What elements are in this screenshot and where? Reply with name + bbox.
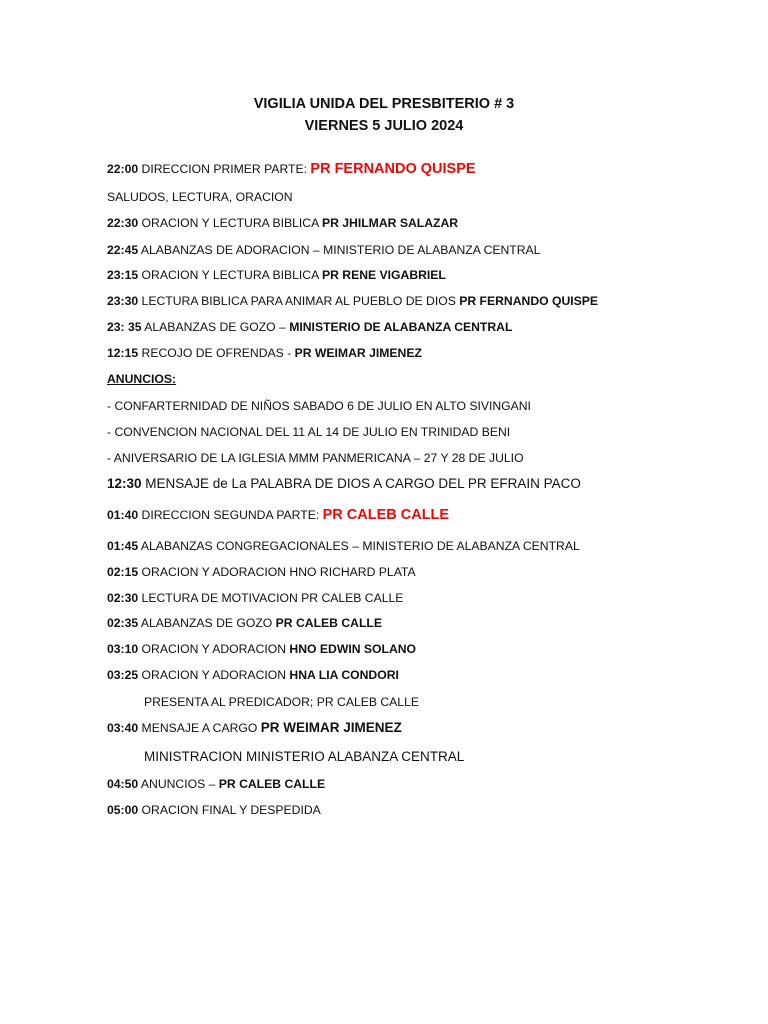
schedule-line [107,776,325,792]
activity: ORACION Y LECTURA BIBLICA [138,216,322,230]
schedule-line [107,538,580,554]
leader-highlight: PR CALEB CALLE [322,507,450,523]
time: 23:15 [107,268,139,282]
leader: PR CALEB CALLE [218,777,326,791]
time: 01:40 [107,508,139,522]
time: 03:25 [107,668,139,682]
schedule-line [107,215,458,231]
time: 12:30 [107,476,142,491]
time: 23: 35 [107,320,142,334]
leader: PR WEIMAR JIMENEZ [294,346,422,360]
activity: DIRECCION PRIMER PARTE: [138,162,311,176]
announcement-item [107,450,524,466]
leader: PR CALEB CALLE [275,616,382,630]
activity: ALABANZAS CONGREGACIONALES – MINISTERIO DE ALABANZA CENTRAL [138,539,580,553]
document-title-line1: VIGILIA UNIDA DEL PRESBITERIO # 3 [253,96,515,112]
schedule-line [107,242,540,258]
activity: SALUDOS, LECTURA, ORACION [107,190,293,204]
leader: HNO EDWIN SOLANO [289,642,417,656]
announcements-label: ANUNCIOS: [107,372,177,386]
activity: MENSAJE de La PALABRA DE DIOS A CARGO DEL PR EFRAIN PACO [141,476,581,491]
time: 03:10 [107,642,139,656]
time: 02:35 [107,616,139,630]
announcement-text: - ANIVERSARIO DE LA IGLESIA MMM PANMERICANA – 27 Y 28 DE JULIO [107,451,524,465]
activity: PRESENTA AL PREDICADOR; PR CALEB CALLE [144,695,419,709]
schedule-line [107,720,402,736]
time: 23:30 [107,294,139,308]
leader: HNA LIA CONDORI [289,668,399,682]
activity: ALABANZAS DE ADORACION – MINISTERIO DE ALABANZA CENTRAL [138,243,541,257]
activity: ANUNCIOS – [138,777,219,791]
announcement-item [107,398,531,414]
schedule-line [107,507,449,523]
time: 22:30 [107,216,139,230]
leader: MINISTERIO DE ALABANZA CENTRAL [289,320,513,334]
document-title-line2: VIERNES 5 JULIO 2024 [304,118,464,134]
time: 04:50 [107,777,139,791]
time: 12:15 [107,346,139,360]
activity: ORACION Y ADORACION [138,642,290,656]
activity: ORACION FINAL Y DESPEDIDA [138,803,321,817]
activity: RECOJO DE OFRENDAS - [138,346,295,360]
activity: ALABANZAS DE GOZO – [141,320,290,334]
activity: ALABANZAS DE GOZO [138,616,276,630]
announcements-heading [107,371,176,387]
announcement-text: - CONVENCION NACIONAL DEL 11 AL 14 DE JULIO EN TRINIDAD BENI [107,425,511,439]
announcement-item [107,424,510,440]
schedule-line [107,641,416,657]
activity: ORACION Y LECTURA BIBLICA [138,268,322,282]
schedule-line [107,615,382,631]
activity: DIRECCION SEGUNDA PARTE: [138,508,323,522]
activity: MINISTRACION MINISTERIO ALABANZA CENTRAL [144,749,465,764]
activity: ORACION Y ADORACION [138,668,290,682]
time: 03:40 [107,721,139,735]
activity: ORACION Y ADORACION HNO RICHARD PLATA [138,565,416,579]
schedule-line [107,345,422,361]
leader: PR RENE VIGABRIEL [321,268,446,282]
schedule-line [107,667,399,683]
schedule-line [107,564,416,580]
activity: LECTURA BIBLICA PARA ANIMAR AL PUEBLO DE DIOS [138,294,460,308]
schedule-line [107,293,598,309]
time: 22:45 [107,243,139,257]
schedule-subline [144,749,464,765]
activity: MENSAJE A CARGO [138,721,261,735]
time: 05:00 [107,803,139,817]
announcement-text: - CONFARTERNIDAD DE NIÑOS SABADO 6 DE JULIO EN ALTO SIVINGANI [107,399,531,413]
schedule-line [107,267,446,283]
schedule-line [107,590,403,606]
time: 22:00 [107,162,139,176]
leader: PR FERNANDO QUISPE [459,294,599,308]
time: 02:30 [107,591,139,605]
schedule-line [107,802,321,818]
schedule-line [107,161,476,177]
leader: PR JHILMAR SALAZAR [321,216,459,230]
time: 01:45 [107,539,139,553]
time: 02:15 [107,565,139,579]
activity: LECTURA DE MOTIVACION PR CALEB CALLE [138,591,404,605]
schedule-line [107,476,581,492]
leader-highlight: PR FERNANDO QUISPE [310,161,476,177]
schedule-line [107,319,512,335]
schedule-line [107,189,293,205]
leader: PR WEIMAR JIMENEZ [260,720,402,735]
schedule-subline [144,694,419,710]
